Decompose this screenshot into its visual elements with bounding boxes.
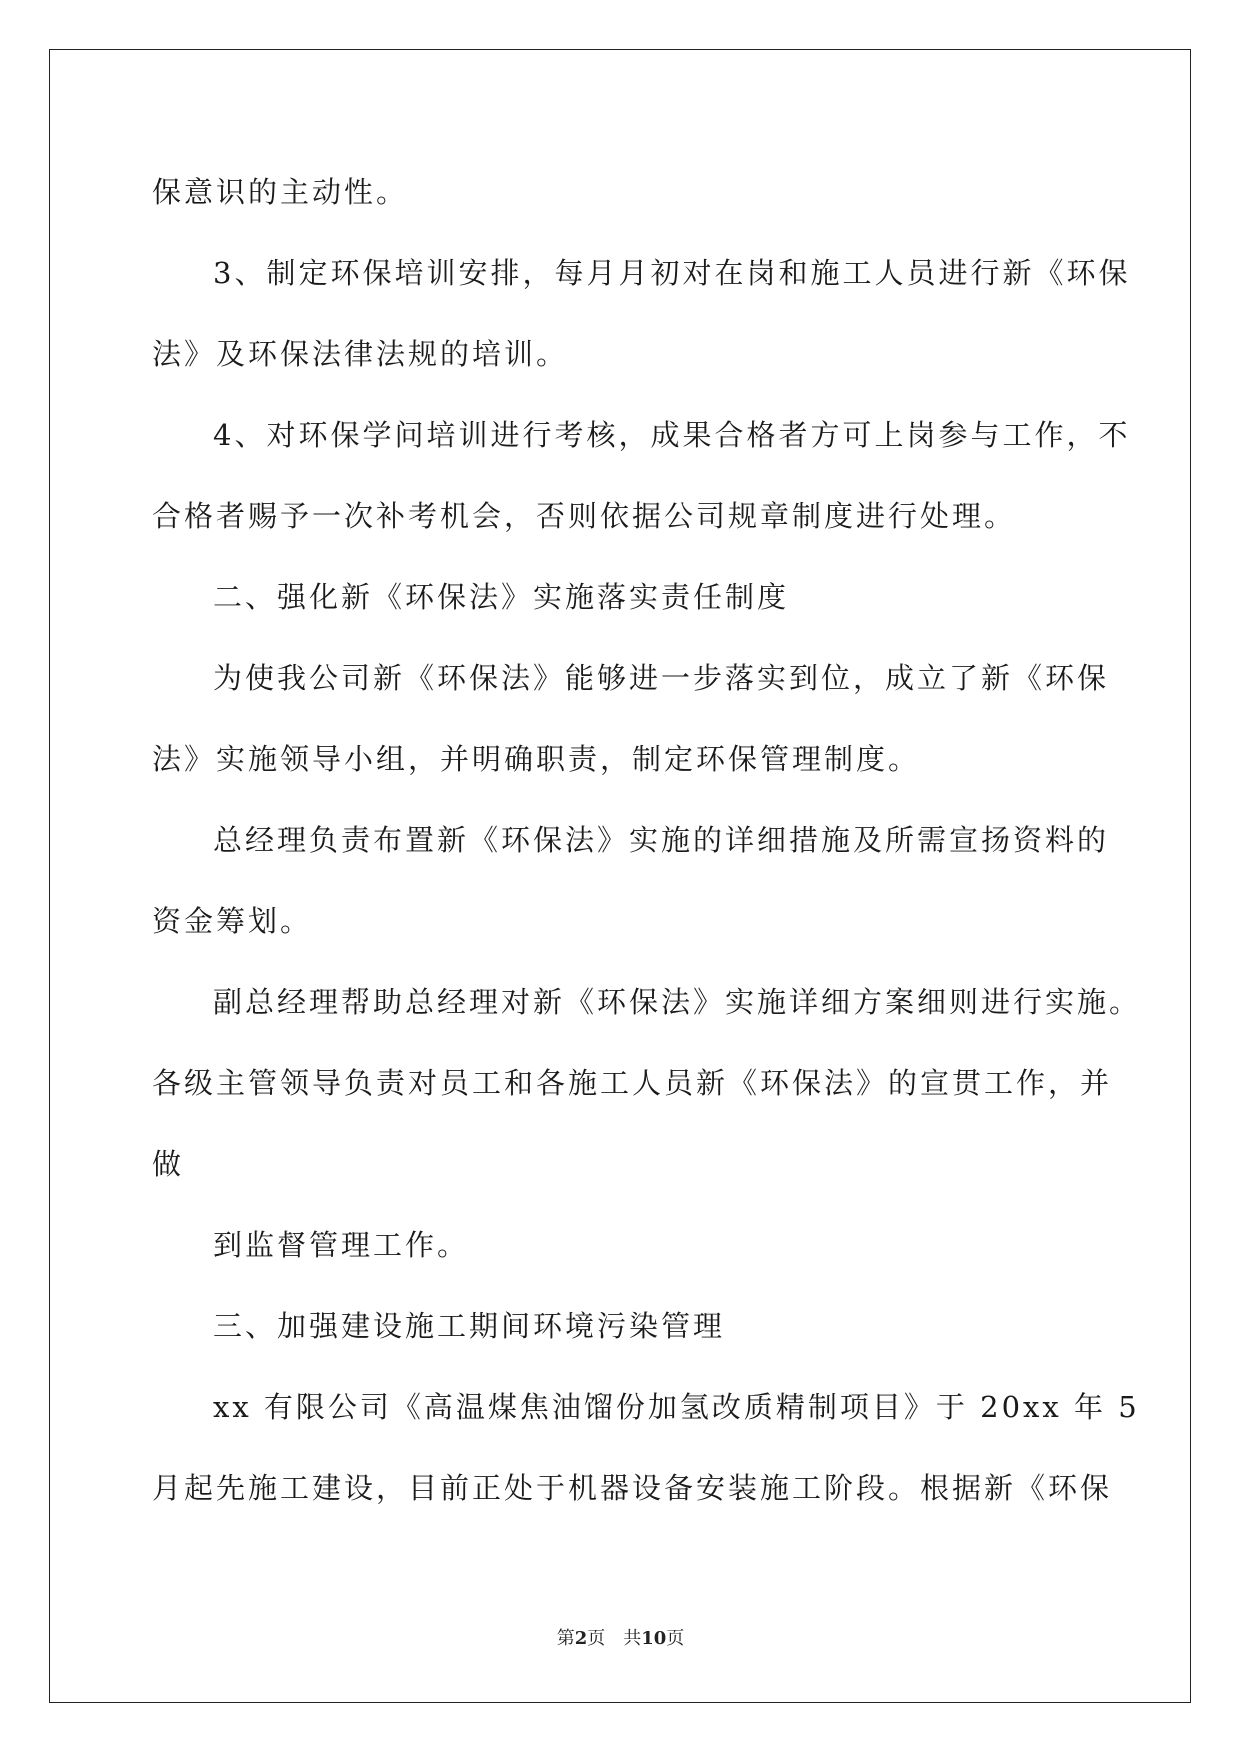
text-line-7: 为使我公司新《环保法》能够进一步落实到位，成立了新《环保 [213, 661, 1110, 695]
text-line-4: 4、对环保学问培训进行考核，成果合格者方可上岗参与工作，不 [213, 418, 1131, 452]
text-line-8: 法》实施领导小组，并明确职责，制定环保管理制度。 [152, 742, 921, 776]
text-line-2: 3、制定环保培训安排，每月月初对在岗和施工人员进行新《环保 [213, 256, 1131, 290]
text-line-10: 资金筹划。 [152, 904, 313, 938]
section-heading-3: 三、加强建设施工期间环境污染管理 [213, 1309, 726, 1343]
text-line-14: 到监督管理工作。 [213, 1228, 470, 1262]
footer-prefix: 第 [556, 1628, 575, 1649]
page-border [49, 49, 1191, 1703]
page-footer [0, 1624, 1241, 1650]
section-heading-2: 二、强化新《环保法》实施落实责任制度 [213, 580, 790, 614]
text-line-1: 保意识的主动性。 [152, 175, 409, 209]
text-line-9: 总经理负责布置新《环保法》实施的详细措施及所需宣扬资料的 [213, 823, 1110, 857]
footer-total-pages: 10 [641, 1628, 667, 1649]
text-line-3: 法》及环保法律法规的培训。 [152, 337, 569, 371]
text-line-12: 各级主管领导负责对员工和各施工人员新《环保法》的宣贯工作，并 [152, 1066, 1113, 1100]
text-line-5: 合格者赐予一次补考机会，否则依据公司规章制度进行处理。 [152, 499, 1017, 533]
footer-mid: 页 共 [587, 1628, 642, 1649]
text-line-11: 副总经理帮助总经理对新《环保法》实施详细方案细则进行实施。 [213, 985, 1142, 1019]
text-line-13: 做 [152, 1147, 185, 1181]
text-line-16: xx 有限公司《高温煤焦油馏份加氢改质精制项目》于 20xx 年 5 [213, 1390, 1140, 1424]
footer-suffix: 页 [666, 1628, 685, 1649]
text-line-17: 月起先施工建设，目前正处于机器设备安装施工阶段。根据新《环保 [152, 1471, 1113, 1505]
footer-page-number: 2 [574, 1628, 588, 1649]
